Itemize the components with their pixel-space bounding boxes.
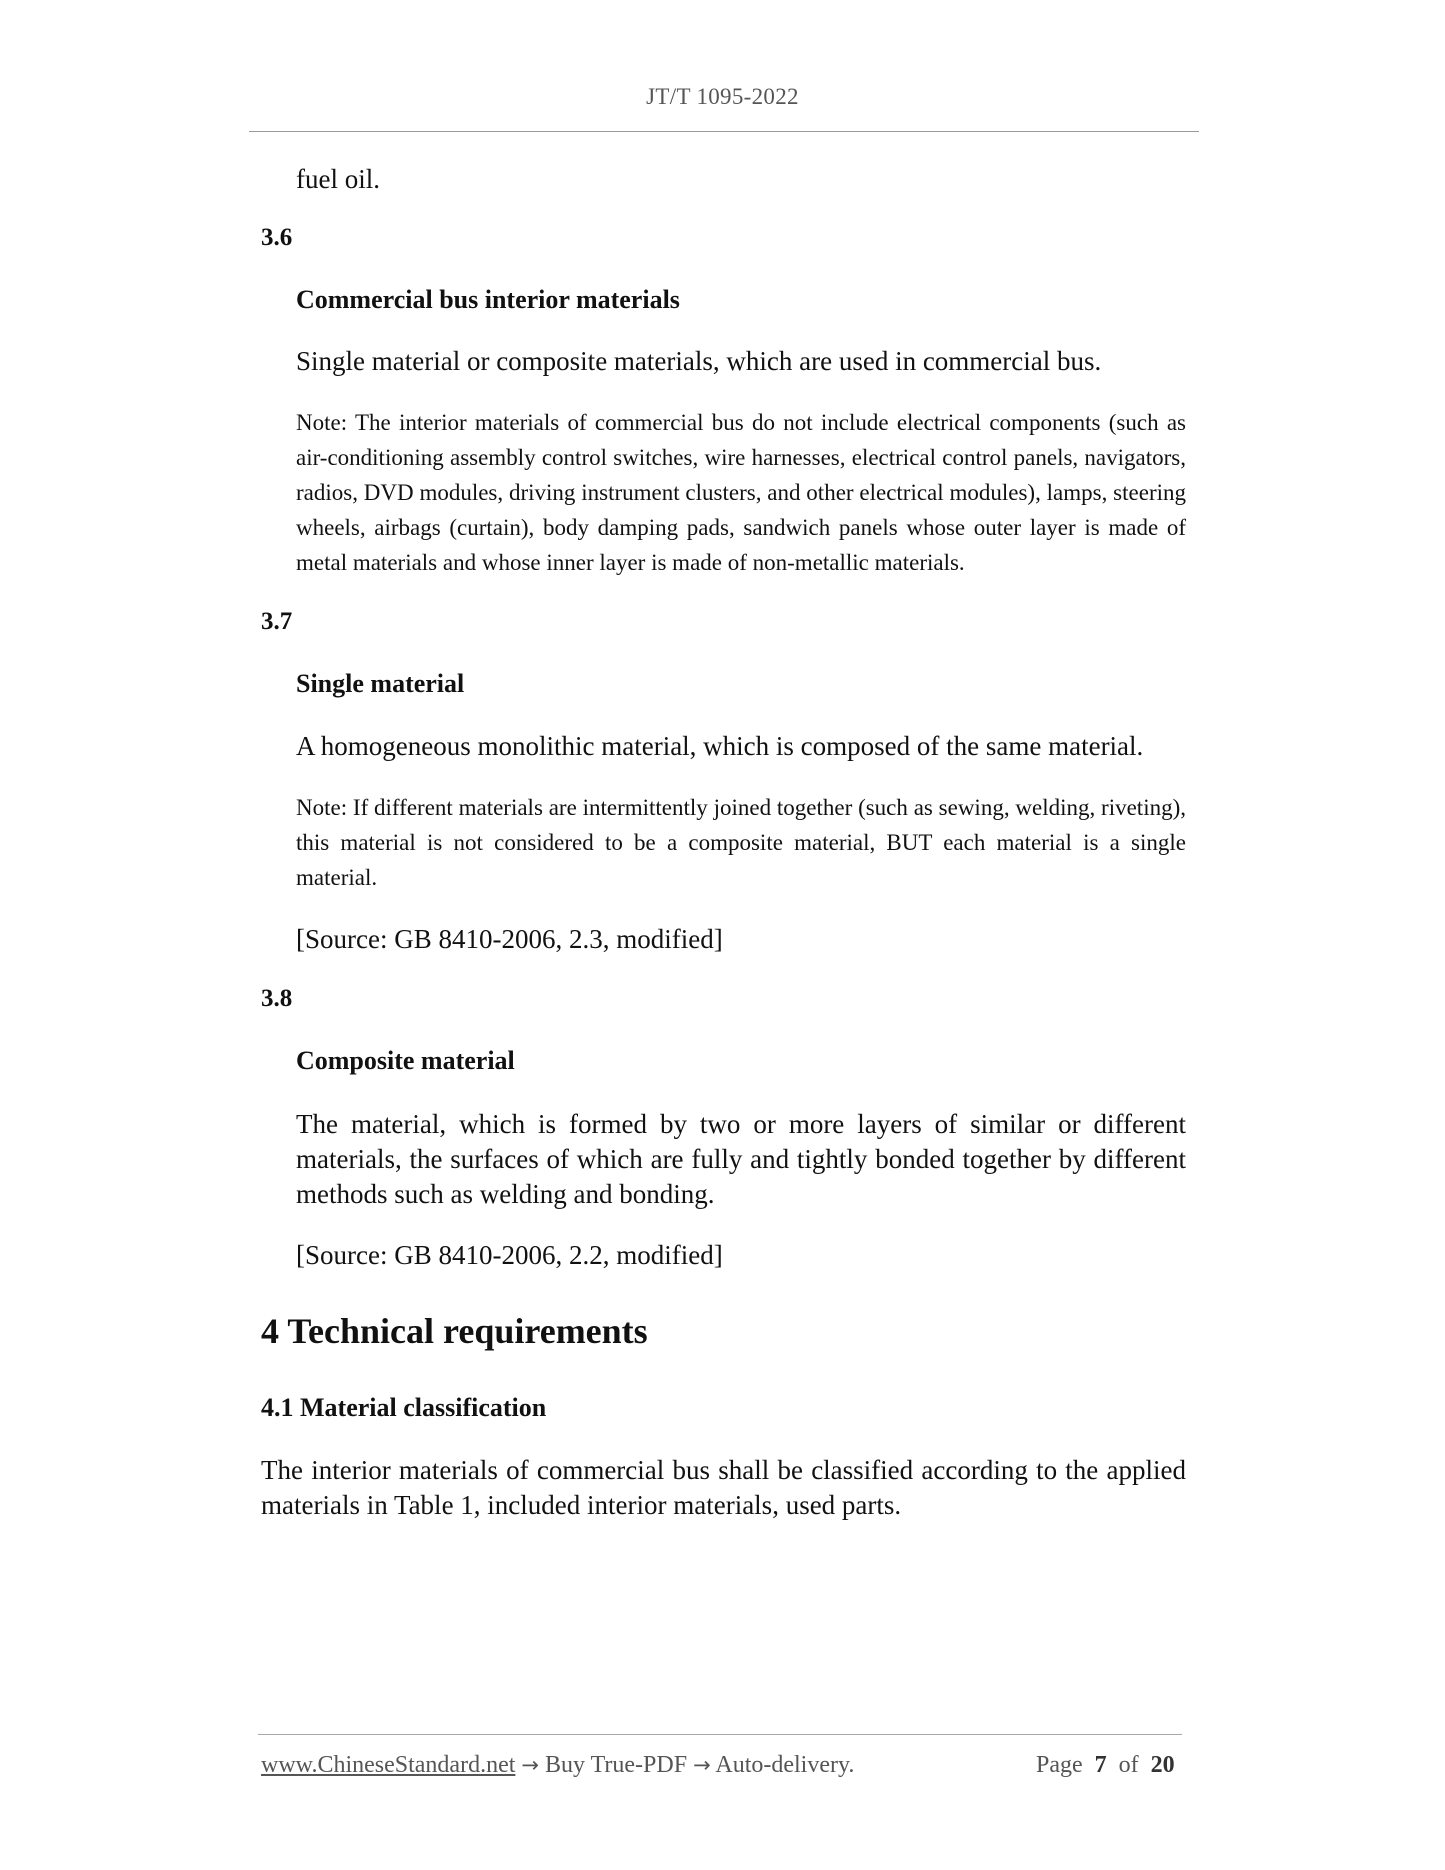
site-link[interactable]: www.ChineseStandard.net — [261, 1752, 516, 1778]
page-indicator — [1036, 1752, 1175, 1779]
footer-divider — [258, 1734, 1182, 1735]
page-current: 7 — [1094, 1752, 1107, 1778]
clause-number-3-7: 3.7 — [261, 608, 293, 635]
page-total: 20 — [1150, 1752, 1175, 1778]
header-divider — [249, 131, 1199, 132]
auto-delivery-text: Auto-delivery. — [715, 1752, 855, 1778]
chapter-4-heading: 4 Technical requirements — [261, 1311, 648, 1351]
buy-true-pdf-text: Buy True-PDF — [545, 1752, 688, 1778]
source-3-8: [Source: GB 8410-2006, 2.2, modified] — [296, 1240, 723, 1270]
source-3-7: [Source: GB 8410-2006, 2.3, modified] — [296, 924, 723, 954]
term-3-8: Composite material — [296, 1046, 515, 1075]
note-3-6: Note: The interior materials of commercial bus do not include electrical components (such as air-conditioning assembly control switches, wire harnesses, electrical control panels, navigators, radios, DVD modules, driving instrument clusters, and other electrical modules), lamps, steering wheels, airbags (curtain), body damping pads, sandwich panels whose outer layer is made of metal materials and whose inner layer is made of non-metallic materials. — [296, 410, 1186, 575]
term-3-6: Commercial bus interior materials — [296, 285, 680, 314]
clause-number-3-8: 3.8 — [261, 985, 293, 1012]
page-label: Page — [1036, 1752, 1083, 1778]
header-doc-id: JT/T 1095-2022 — [646, 84, 799, 109]
of-label: of — [1118, 1752, 1139, 1778]
definition-3-7: A homogeneous monolithic material, which is composed of the same material. — [296, 731, 1144, 761]
definition-3-6: Single material or composite materials, which are used in commercial bus. — [296, 346, 1102, 376]
term-3-7: Single material — [296, 669, 465, 698]
clause-number-3-6: 3.6 — [261, 224, 293, 251]
continuation-text: fuel oil. — [296, 164, 380, 194]
section-4-1-heading: 4.1 Material classification — [261, 1393, 547, 1422]
footer-promo — [261, 1752, 854, 1779]
definition-3-8: The material, which is formed by two or more layers of similar or different materials, the surfaces of which are fully and tightly bonded together by different methods such as welding and bonding. — [296, 1109, 1186, 1209]
section-4-1-text: The interior materials of commercial bus shall be classified according to the applied materials in Table 1, included interior materials, used parts. — [261, 1455, 1186, 1520]
arrow-right-icon: → — [521, 1753, 539, 1777]
arrow-right-icon: → — [693, 1753, 711, 1777]
note-3-7: Note: If different materials are intermittently joined together (such as sewing, welding, riveting), this material is not considered to be a composite material, BUT each material is a single material. — [296, 795, 1186, 890]
